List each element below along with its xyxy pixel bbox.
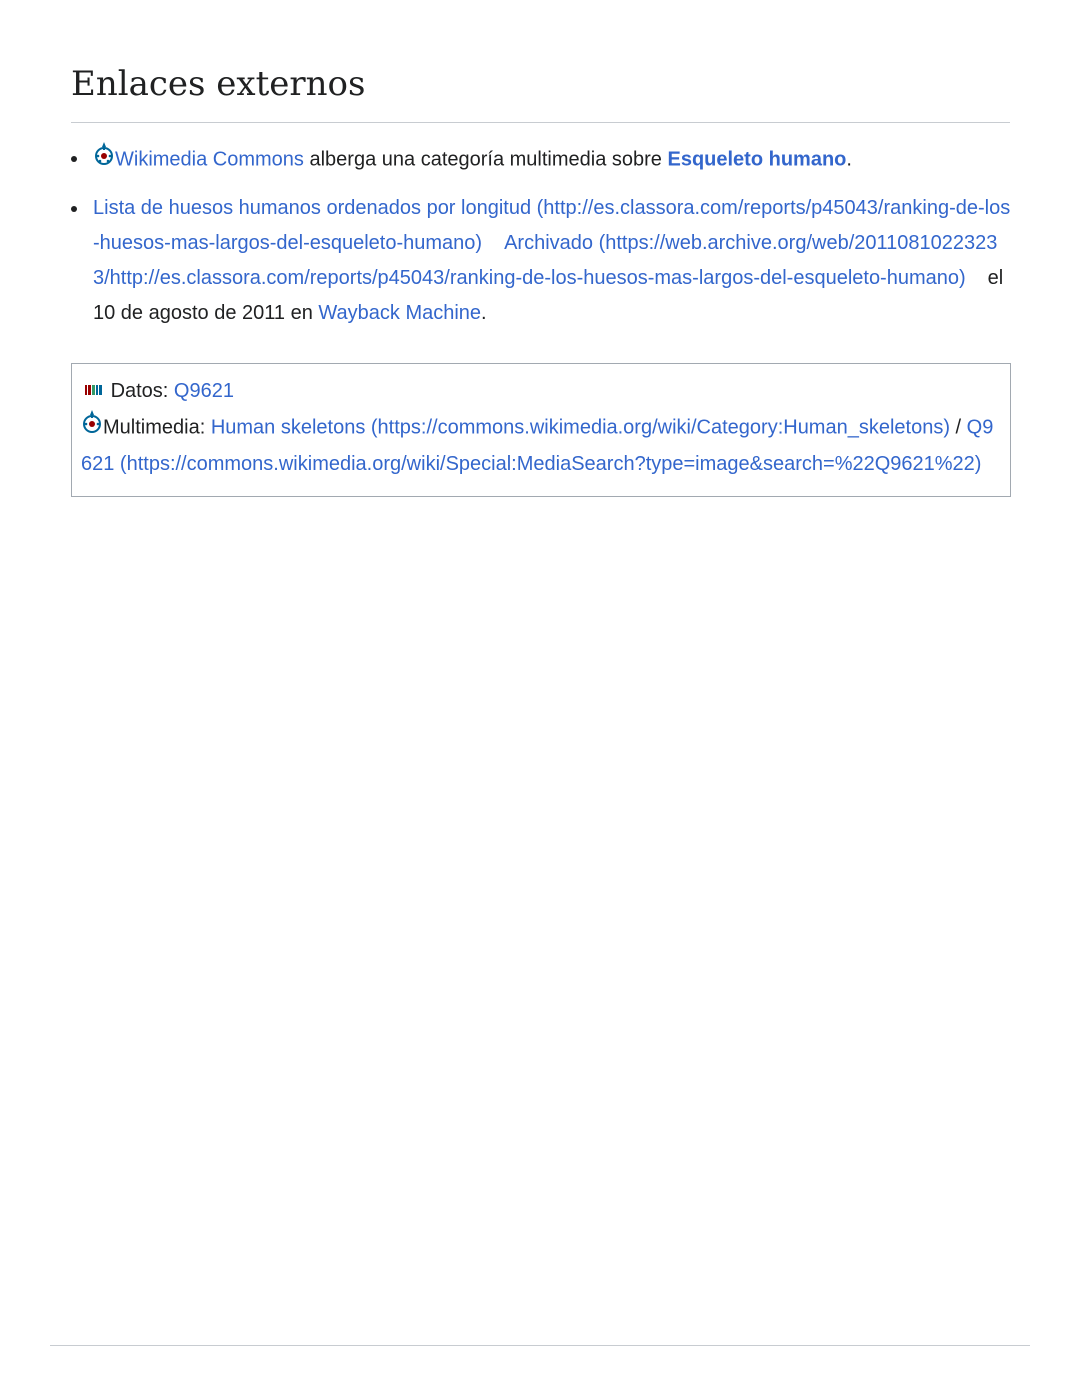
punctuation: . xyxy=(846,148,852,171)
multimedia-label: Multimedia: xyxy=(103,416,211,439)
archive-link[interactable]: Archivado (https://web.archive.org/web/20110810223233/http://es.classora.com/reports/p45043/ranking-de-los-huesos-mas-largos-del-esqueleto-humano) xyxy=(93,232,998,289)
wayback-machine-link[interactable]: Wayback Machine xyxy=(318,302,482,324)
wikidata-row xyxy=(83,374,999,409)
section-heading: Enlaces externos xyxy=(71,62,1010,123)
commons-category-link[interactable]: Human skeletons (https://commons.wikimedia.org/wiki/Category:Human_skeletons) xyxy=(210,416,950,439)
wikimedia-commons-icon xyxy=(81,409,103,447)
commons-link[interactable]: Wikimedia Commons xyxy=(115,148,304,171)
commons-text: alberga una categoría multimedia sobre xyxy=(303,148,668,171)
authority-control-box xyxy=(71,363,1011,497)
commons-category-link[interactable]: Esqueleto humano xyxy=(667,148,847,171)
list-item xyxy=(71,141,1011,179)
wikidata-link[interactable]: Q9621 xyxy=(173,380,234,402)
archive-date-text: el 10 de agosto de 2011 en xyxy=(93,267,1004,324)
punctuation: . xyxy=(481,302,487,324)
commons-search-link[interactable]: Q9621 (https://commons.wikimedia.org/wiki/Special:MediaSearch?type=image&search=%22Q9621%22) xyxy=(81,416,994,476)
external-links-list xyxy=(71,141,1011,343)
separator: / xyxy=(950,416,967,439)
data-label: Datos: xyxy=(110,380,174,402)
multimedia-row xyxy=(81,409,999,482)
footer-divider xyxy=(50,1345,1030,1346)
classora-link[interactable]: Lista de huesos humanos ordenados por longitud (http://es.classora.com/reports/p45043/ranking-de-los-huesos-mas-largos-del-esqueleto-humano) xyxy=(93,197,1011,254)
list-item xyxy=(71,191,1011,331)
wikimedia-commons-icon xyxy=(93,141,115,179)
wikidata-icon xyxy=(83,374,105,409)
